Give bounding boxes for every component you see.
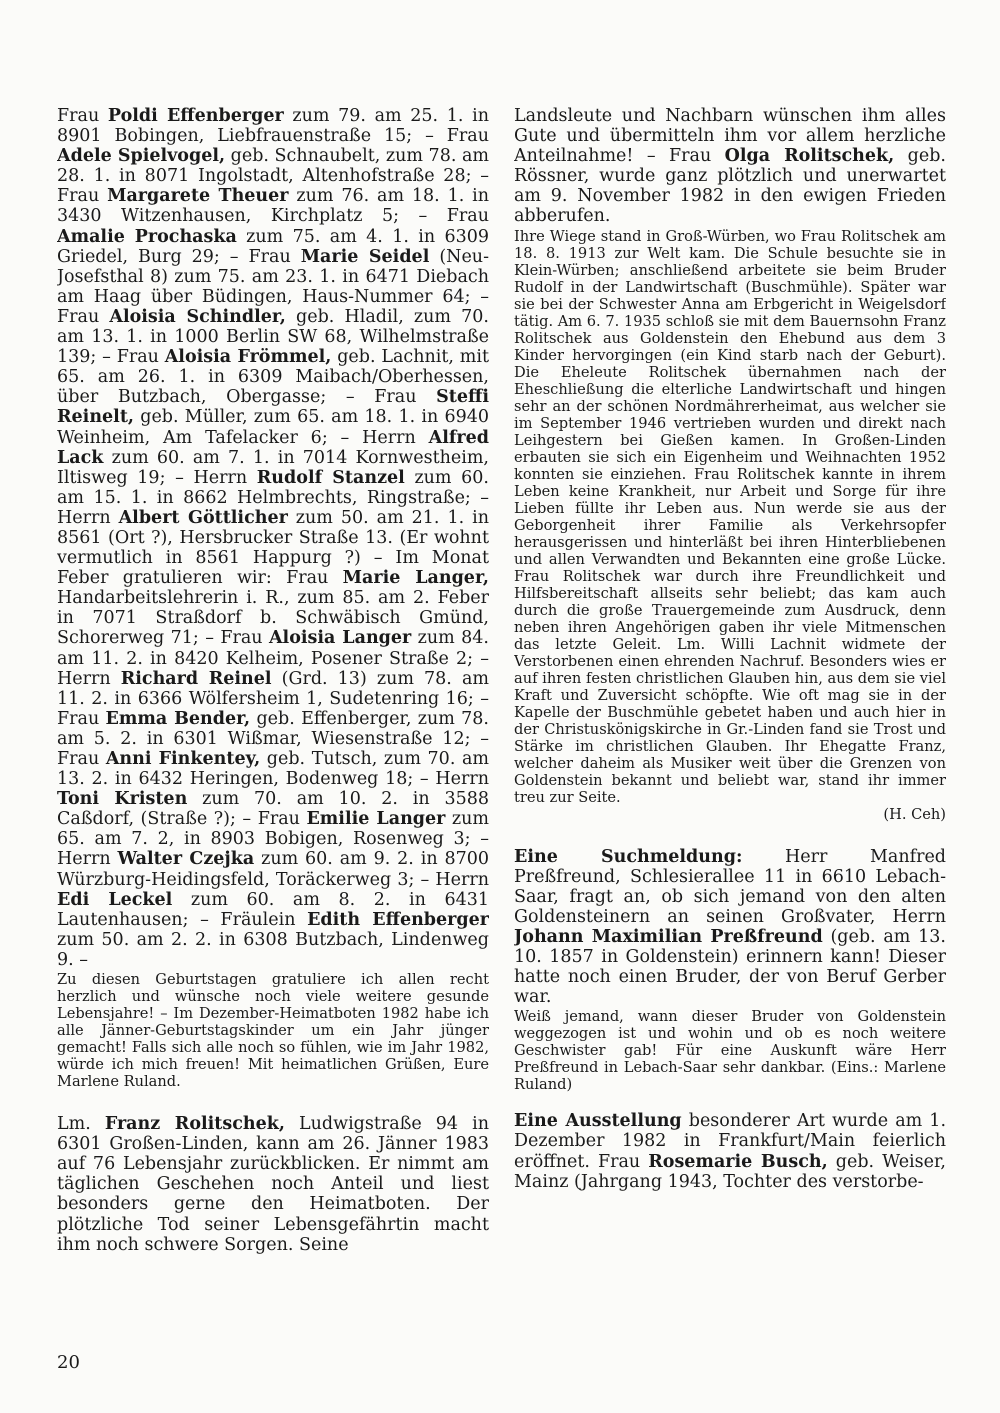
- birthday-closing-note: Zu diesen Geburtstagen gratuliere ich allen recht herzlich und wünsche noch viele weitere gesunde Lebensjahre! – Im Dezember-Heimatboten 1982 habe ich alle Jänner-Geburtstagskinder um ein Jahr jünger gemacht! Falls sich alle noch so fühlen, wie im Jahr 1982, würde ich mich freuen! Mit heimatlichen Grüßen, Eure Marlene Ruland.: [57, 971, 489, 1091]
- bold-name: Eine Suchmeldung:: [514, 846, 743, 867]
- bold-name: Aloisia Schindler,: [109, 306, 286, 327]
- bold-name: Olga Rolitschek,: [724, 146, 895, 167]
- bold-name: Amalie Prochaska: [57, 226, 237, 247]
- birthday-list: Frau Poldi Effenberger zum 79. am 25. 1. in 8901 Bobingen, Liebfrauenstraße 15; – Frau Adele Spielvogel, geb. Schnaubelt, zum 78. am 28. 1. in 8071 Ingolstadt, Altenhofstraße 28; – Frau Margarete Theuer zum 76. am 18. 1. in 3430 Witzenhausen, Kirchplatz 5; – Frau Amalie Prochaska zum 75. am 4. 1. in 6309 Griedel, Burg 29; – Frau Marie Seidel (Neu-Josefsthal 8) zum 75. am 23. 1. in 6471 Diebach am Haag über Büdingen, Haus-Nummer 64; – Frau Aloisia Schindler, geb. Hladil, zum 70. am 13. 1. in 1000 Berlin SW 68, Wilhelmstraße 139; – Frau Aloisia Frömmel, geb. Lachnit, mit 65. am 26. 1. in 6309 Maibach/Oberhessen, über Butzbach, Obergasse; – Frau Steffi Reinelt, geb. Müller, zum 65. am 18. 1. in 6940 Weinheim, Am Tafelacker 6; – Herrn Alfred Lack zum 60. am 7. 1. in 7014 Kornwestheim, Iltisweg 19; – Herrn Rudolf Stanzel zum 60. am 15. 1. in 8662 Helmbrechts, Ringstraße; – Herrn Albert Göttlicher zum 50. am 21. 1. in 8561 (Ort ?), Hersbrucker Straße 13. (Er wohnt vermutlich in 8561 Happurg ?) – Im Monat Feber gratulieren wir: Frau Marie Langer, Handarbeitslehrerin i. R., zum 85. am 2. Feber in 7071 Straßdorf b. Schwäbisch Gmünd, Schorerweg 71; – Frau Aloisia Langer zum 84. am 11. 2. in 8420 Kelheim, Posener Straße 2; – Herrn Richard Reinel (Grd. 13) zum 78. am 11. 2. in 6366 Wölfersheim 1, Sudetenring 16; – Frau Emma Bender, geb. Effenberger, zum 78. am 5. 2. in 6301 Wißmar, Wiesenstraße 12; – Frau Anni Finkentey, geb. Tutsch, zum 70. am 13. 2. in 6432 Heringen, Bodenweg 18; – Herrn Toni Kristen zum 70. am 10. 2. in 3588 Caßdorf, (Straße ?); – Frau Emilie Langer zum 65. am 7. 2, in 8903 Bobigen, Rosenweg 3; – Herrn Walter Czejka zum 60. am 9. 2. in 8700 Würzburg-Heidingsfeld, Toräckerweg 3; – Herrn Edi Leckel zum 60. am 8. 2. in 6431 Lautenhausen; – Fräulein Edith Effenberger zum 50. am 2. 2. in 6308 Butzbach, Lindenweg 9. –: [57, 106, 489, 970]
- obituary-text: Ihre Wiege stand in Groß-Würben, wo Frau Rolitschek am 18. 8. 1913 zur Welt kam. Die Schule besuchte sie in Klein-Würben; anschließend arbeitete sie beim Bruder Rudolf in der Landwirtschaft (Buschmühle). Später war sie bei der Schwester Anna am Erbgericht in Weigelsdorf tätig. Am 6. 7. 1935 schloß sie mit dem Bauernsohn Franz Rolitschek aus Goldenstein den Ehebund aus dem 3 Kinder hervorgingen (ein Kind starb nach der Geburt). Die Eheleute Rolitschek übernahmen nach der Eheschließung die elterliche Landwirtschaft und hingen sehr an der schönen Nordmährerheimat, aus welcher sie im September 1946 vertrieben wurden und direkt nach Leihgestern bei Gießen kamen. In Großen-Linden erbauten sie sich ein Eigenheim und Weihnachten 1952 konnten sie einziehen. Frau Rolitschek kannte in ihrem Leben keine Krankheit, nur Arbeit und Sorge für ihre Lieben füllte ihr Leben aus. Nun werde sie aus der Geborgenheit ihrer Familie als Verkehrsopfer herausgerissen und hinterläßt bei ihren Hinterbliebenen und allen Verwandten und Bekannten eine große Lücke. Frau Rolitschek war durch ihre Freundlichkeit und Hilfsbereitschaft allseits sehr beliebt; das kam auch durch die große Trauergemeinde zum Ausdruck, denn neben ihren Angehörigen gaben ihr viele Mitmenschen das letzte Geleit. Lm. Willi Lachnit widmete der Verstorbenen einen ehrenden Nachruf. Besonders wies er auf ihren festen christlichen Glauben hin, aus dem sie viel Kraft und Zuversicht schöpfte. Wie oft mag sie in der Kapelle der Buschmühle gebetet haben und auch hier in der Christuskönigskirche in Gr.-Linden fand sie Trost und Stärke im christlichen Glauben. Ihr Ehegatte Franz, welcher daheim als Musiker weit über die Grenzen von Goldenstein bekannt und beliebt war, stand ihr immer treu zur Seite.: [514, 227, 946, 806]
- bold-name: Johann Maximilian Preßfreund: [514, 926, 823, 947]
- rolitschek-article-start: Lm. Franz Rolitschek, Ludwigstraße 94 in 6301 Großen-Linden, kann am 26. Jänner 1983 auf 76 Lebensjahr zurückblicken. Er nimmt am täglichen Geschehen noch Anteil und liest besonders gerne den Heimatboten. Der plötzliche Tod seiner Lebensgefährtin macht ihm noch schwere Sorgen. Seine: [57, 1114, 489, 1255]
- bold-name: Adele Spielvogel,: [57, 146, 226, 167]
- bold-name: Aloisia Frömmel,: [164, 347, 332, 368]
- bold-name: Richard Reinel: [120, 668, 272, 689]
- right-column: [514, 106, 946, 1192]
- search-notice: Eine Suchmeldung: Herr Manfred Preßfreund, Schlesierallee 11 in 6610 Lebach-Saar, fragt an, ob sich jemand von den alten Goldensteinern an seinen Großvater, Herrn Johann Maximilian Preßfreund (geb. am 13. 10. 1857 in Goldenstein) erinnern kann! Dieser hatte noch einen Bruder, der von Beruf Gerber war.: [514, 846, 946, 1008]
- bold-name: Marie Seidel: [300, 246, 430, 267]
- bold-name: Anni Finkentey,: [105, 749, 261, 769]
- page-number: 20: [57, 1352, 80, 1373]
- bold-name: Franz Rolitschek,: [104, 1114, 285, 1135]
- bold-name: Aloisia Langer: [268, 628, 412, 649]
- obituary-credit: (H. Ceh): [883, 805, 946, 823]
- bold-name: Marie Langer,: [342, 568, 489, 589]
- search-notice-detail: Weiß jemand, wann dieser Bruder von Goldenstein weggezogen ist und wohin und ob es noch weitere Geschwister gab! Für eine Auskunft wäre Herr Preßfreund in Lebach-Saar sehr dankbar. (Eins.: Marlene Ruland): [514, 1008, 946, 1094]
- bold-name: Margarete Theuer: [107, 186, 289, 207]
- exhibition-article: Eine Ausstellung besonderer Art wurde am 1. Dezember 1982 in Frankfurt/Main feierlich eröffnet. Frau Rosemarie Busch, geb. Weiser, Mainz (Jahrgang 1943, Tochter des verstorbe-: [514, 1111, 946, 1192]
- bold-name: Eine Ausstellung: [514, 1111, 682, 1132]
- left-column: [57, 106, 489, 1255]
- bold-name: Toni Kristen: [57, 789, 188, 810]
- rolitschek-article-cont: Landsleute und Nachbarn wünschen ihm alles Gute und übermitteln ihm vor allem herzliche Anteilnahme! – Frau Olga Rolitschek, geb. Rössner, wurde ganz plötzlich und unerwartet am 9. November 1982 in den ewigen Frieden abberufen.: [514, 106, 946, 227]
- bold-name: Emma Bender,: [105, 708, 251, 729]
- bold-name: Walter Czejka: [117, 849, 255, 870]
- bold-name: Steffi Reinelt,: [57, 387, 489, 428]
- bold-name: Rudolf Stanzel: [256, 467, 405, 488]
- bold-name: Edi Leckel: [57, 889, 173, 910]
- bold-name: Poldi Effenberger: [107, 106, 284, 126]
- bold-name: Rosemarie Busch,: [648, 1151, 828, 1172]
- bold-name: Edith Effenberger: [307, 909, 489, 930]
- bold-name: Albert Göttlicher: [118, 507, 288, 528]
- bold-name: Emilie Langer: [306, 809, 446, 830]
- bold-name: Alfred Lack: [57, 427, 489, 468]
